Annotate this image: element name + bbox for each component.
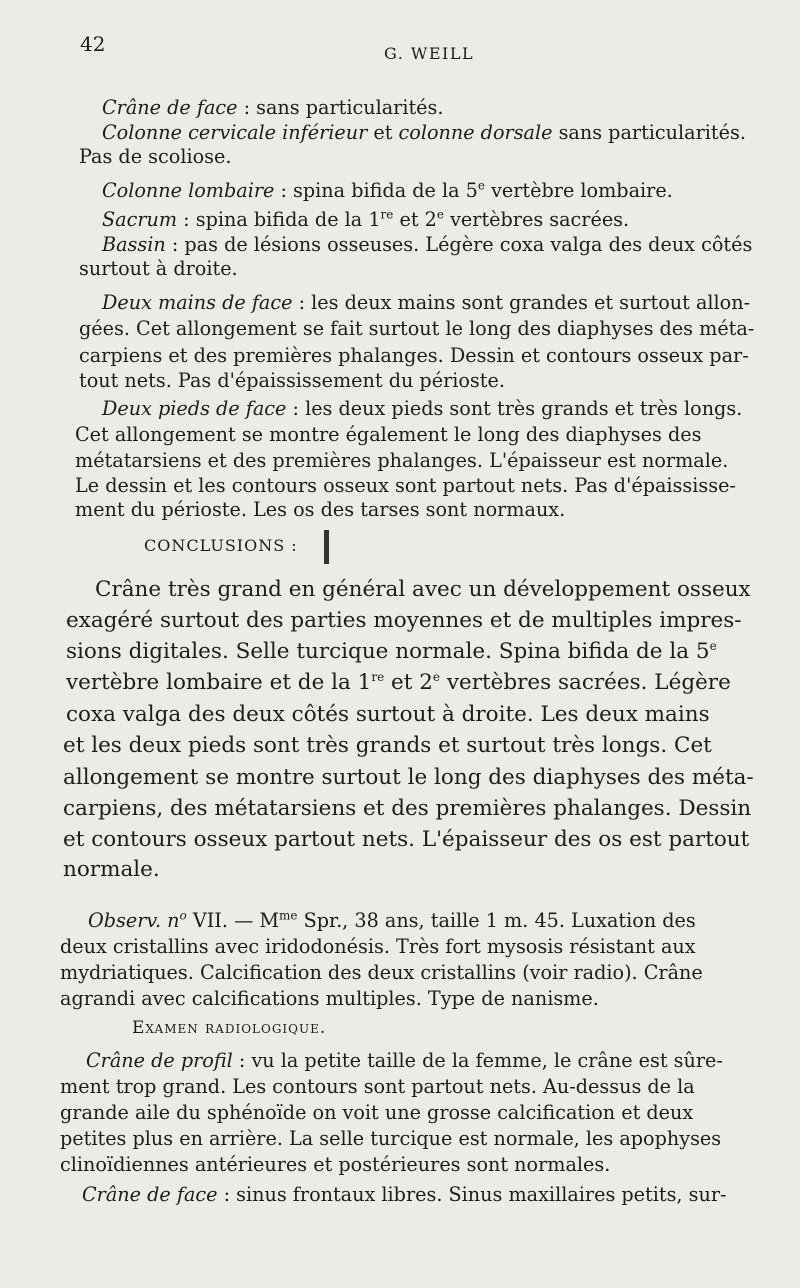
superscript: e: [432, 669, 441, 684]
observation-line-2: deux cristallins avec iridodonésis. Très fort mysosis résistant aux: [60, 935, 696, 958]
profil-line-5: clinoïdiennes antérieures et postérieures sont normales.: [60, 1153, 611, 1176]
sacrum-label: Sacrum: [102, 208, 178, 231]
conclusion-line-4-mid: et 2: [384, 670, 433, 695]
lombaire-text: : spina bifida de la 5: [274, 179, 478, 202]
connector-text: et: [367, 121, 399, 144]
conclusion-line-7: allongement se montre surtout le long des diaphyses des méta-: [63, 765, 754, 790]
crane-face-line-2: [82, 1182, 727, 1208]
superscript: e: [477, 178, 485, 193]
conclusion-line-4-text: vertèbre lombaire et de la 1: [66, 670, 372, 695]
superscript: me: [279, 908, 298, 923]
pieds-line-2: Cet allongement se montre également le long des diaphyses des: [75, 423, 702, 446]
conclusion-line-9: et contours osseux partout nets. L'épaisseur des os est partout: [63, 827, 750, 852]
conclusion-line-8: carpiens, des métatarsiens et des premières phalanges. Dessin: [63, 796, 752, 821]
sacrum-text-mid: et 2: [393, 208, 437, 231]
profil-line-4: petites plus en arrière. La selle turcique est normale, les apophyses: [60, 1127, 722, 1150]
mains-line: [102, 290, 750, 316]
crane-face-label: Crâne de face: [102, 96, 238, 119]
mains-line-2: gées. Cet allongement se fait surtout le long des diaphyses des méta-: [79, 317, 755, 340]
observation-line-3: mydriatiques. Calcification des deux cristallins (voir radio). Crâne: [60, 961, 703, 984]
profil-line-2: ment trop grand. Les contours sont partout nets. Au-dessus de la: [60, 1075, 695, 1098]
conclusion-line-5: coxa valga des deux côtés surtout à droite. Les deux mains: [66, 702, 710, 727]
conclusion-line-3: [66, 637, 717, 667]
colonne-cervicale-label: Colonne cervicale inférieur: [102, 121, 368, 144]
bassin-line-2: surtout à droite.: [79, 257, 238, 280]
pieds-line-5: ment du périoste. Les os des tarses sont normaux.: [75, 498, 566, 521]
superscript: e: [436, 207, 444, 222]
profil-line-1: [86, 1048, 723, 1074]
conclusions-heading: CONCLUSIONS :: [144, 536, 298, 555]
conclusion-line-4: [66, 668, 731, 698]
conclusion-line-1: Crâne très grand en général avec un développement osseux: [95, 577, 751, 602]
pieds-line-4: Le dessin et les contours osseux sont partout nets. Pas d'épaississe-: [75, 474, 736, 497]
colonne-lombaire-line: [102, 178, 673, 204]
bassin-text: : pas de lésions osseuses. Légère coxa valga des deux côtés: [165, 233, 753, 256]
profil-line-3: grande aile du sphénoïde on voit une grosse calcification et deux: [60, 1101, 694, 1124]
examen-heading-text: Examen radiologique.: [132, 1018, 327, 1038]
mains-line-3: carpiens et des premières phalanges. Dessin et contours osseux par-: [79, 344, 749, 367]
superscript: e: [709, 638, 717, 653]
mains-text: : les deux mains sont grandes et surtout allon-: [292, 291, 751, 314]
observation-label-text: Observ. n: [88, 909, 180, 932]
pieds-text: : les deux pieds sont très grands et très longs.: [286, 397, 743, 420]
crane-face-label-2: Crâne de face: [82, 1183, 218, 1206]
bassin-label: Bassin: [102, 233, 166, 256]
crane-face-text-2: : sinus frontaux libres. Sinus maxillaires petits, sur-: [217, 1183, 727, 1206]
observation-text: VII. — M: [186, 909, 279, 932]
margin-mark: [324, 530, 329, 564]
superscript: re: [380, 207, 394, 222]
sacrum-text-end: vertèbres sacrées.: [443, 208, 630, 231]
pieds-label: Deux pieds de face: [102, 397, 287, 420]
crane-face-line: [102, 95, 443, 121]
conclusion-line-4-end: vertèbres sacrées. Légère: [440, 670, 731, 695]
observation-label: [88, 909, 187, 932]
conclusion-line-6: et les deux pieds sont très grands et surtout très longs. Cet: [63, 733, 712, 758]
observation-line-4: agrandi avec calcifications multiples. Type de nanisme.: [60, 987, 599, 1010]
conclusion-line-10: normale.: [63, 857, 160, 882]
examen-heading: [132, 1018, 326, 1038]
sacrum-text: : spina bifida de la 1: [177, 208, 381, 231]
scoliose-line: Pas de scoliose.: [79, 145, 232, 168]
pieds-line: [102, 396, 742, 422]
page-number: 42: [80, 32, 106, 56]
running-head: G. WEILL: [384, 44, 475, 63]
conclusion-line-2: exagéré surtout des parties moyennes et de multiples impres-: [66, 608, 742, 633]
pieds-line-3: métatarsiens et des premières phalanges. L'épaisseur est normale.: [75, 449, 729, 472]
superscript: o: [179, 908, 187, 923]
crane-profil-label: Crâne de profil: [86, 1049, 233, 1072]
sacrum-line: [102, 207, 629, 233]
colonne-dorsale-label: colonne dorsale: [398, 121, 553, 144]
superscript: re: [371, 669, 385, 684]
crane-face-text: : sans particularités.: [237, 96, 444, 119]
observation-line-1: [88, 908, 696, 934]
conclusion-line-3-text: sions digitales. Selle turcique normale. Spina bifida de la 5: [66, 639, 710, 664]
cervical-text: sans particularités.: [552, 121, 746, 144]
bassin-line: [102, 232, 752, 258]
colonne-lombaire-label: Colonne lombaire: [102, 179, 275, 202]
mains-label: Deux mains de face: [102, 291, 293, 314]
profil-text: : vu la petite taille de la femme, le crâne est sûre-: [232, 1049, 723, 1072]
mains-line-4: tout nets. Pas d'épaississement du périoste.: [79, 369, 505, 392]
observation-text-end: Spr., 38 ans, taille 1 m. 45. Luxation des: [297, 909, 696, 932]
lombaire-text-end: vertèbre lombaire.: [484, 179, 673, 202]
colonne-cervicale-line: [102, 120, 746, 146]
